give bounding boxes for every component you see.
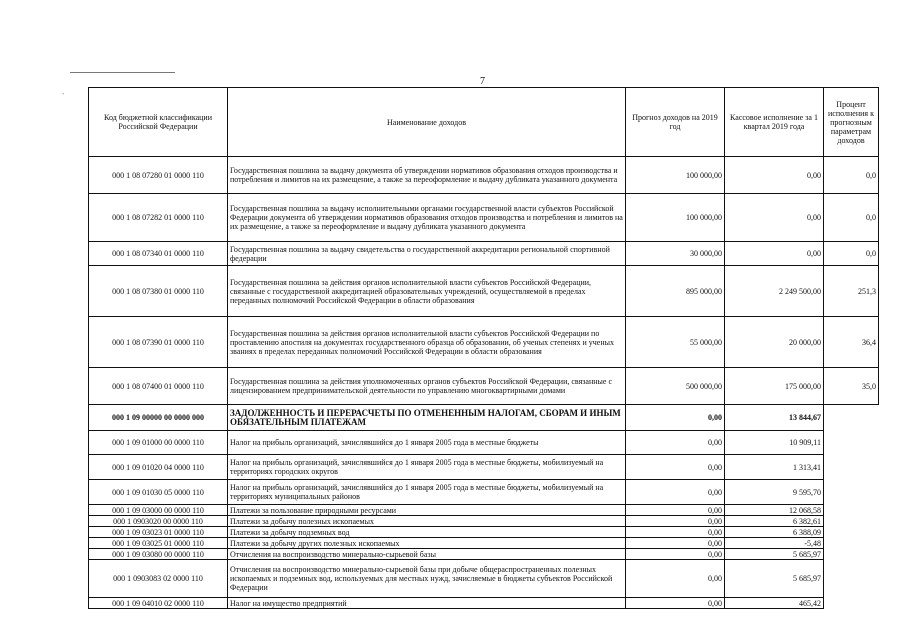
table-row [89,598,879,609]
cell-name: Платежи за пользование природными ресурсами [228,505,626,516]
cell-name: Отчисления на воспроизводство минерально-сырьевой базы при добыче общераспространенных полезных ископаемых и подземных вод, используемых для местных нужд, зачисляемые в бюджеты субъектов Российской Федерации [228,560,626,598]
cell-code: 000 1 09 04010 02 0000 110 [89,598,228,609]
cell-code: 000 1 09 01000 00 0000 110 [89,431,228,455]
cell-forecast: 30 000,00 [626,242,725,266]
cell-code: 000 1 08 07400 01 0000 110 [89,368,228,405]
table-row [89,157,879,194]
table-row [89,431,879,455]
table-row [89,368,879,405]
table-header-row [89,88,879,157]
cell-executed: 13 844,67 [725,405,824,431]
header-code: Код бюджетной классификации Российской Федерации [89,88,228,157]
cell-executed: 9 595,70 [725,480,824,505]
cell-executed: 5 685,97 [725,549,824,560]
cell-name: Государственная пошлина за действия органов исполнительной власти субъектов Российской Федерации, связанные с государственной аккредитацией образовательных учреждений, осуществляемой в пределах переданных полномочий Российской Федерации в области образования [228,266,626,317]
cell-executed: 175 000,00 [725,368,824,405]
header-percent: Процент исполнения к прогнозным параметрам доходов [824,88,879,157]
cell-forecast: 0,00 [626,516,725,527]
cell-code: 000 1 09 03080 00 0000 110 [89,549,228,560]
cell-executed: 5 685,97 [725,560,824,598]
cell-executed: 0,00 [725,157,824,194]
cell-percent: 251,3 [824,266,879,317]
cell-forecast: 895 000,00 [626,266,725,317]
cell-code: 000 1 09 01020 04 0000 110 [89,455,228,480]
cell-percent [824,560,879,598]
cell-forecast: 100 000,00 [626,194,725,242]
cell-code: 000 1 0903020 00 0000 110 [89,516,228,527]
cell-forecast: 0,00 [626,549,725,560]
cell-code: 000 1 08 07380 01 0000 110 [89,266,228,317]
cell-percent [824,505,879,516]
cell-code: 000 1 08 07282 01 0000 110 [89,194,228,242]
cell-name: ЗАДОЛЖЕННОСТЬ И ПЕРЕРАСЧЕТЫ ПО ОТМЕНЕННЫМ НАЛОГАМ, СБОРАМ И ИНЫМ ОБЯЗАТЕЛЬНЫМ ПЛАТЕЖАМ [228,405,626,431]
cell-name: Отчисления на воспроизводство минерально-сырьевой базы [228,549,626,560]
cell-forecast: 0,00 [626,405,725,431]
cell-executed: 6 382,61 [725,516,824,527]
cell-percent [824,516,879,527]
cell-forecast: 0,00 [626,598,725,609]
table-row [89,538,879,549]
corner-mark: ` [62,92,65,101]
cell-percent [824,405,879,431]
cell-code: 000 1 09 03000 00 0000 110 [89,505,228,516]
table-row [89,455,879,480]
cell-name: Платежи за добычу других полезных ископаемых [228,538,626,549]
cell-executed: -5,48 [725,538,824,549]
cell-forecast: 55 000,00 [626,317,725,368]
cell-forecast: 0,00 [626,538,725,549]
table-row [89,560,879,598]
cell-name: Налог на прибыль организаций, зачислявшийся до 1 января 2005 года в местные бюджеты, мобилизуемый на территориях муниципальных районов [228,480,626,505]
cell-percent [824,538,879,549]
cell-percent: 0,0 [824,157,879,194]
cell-percent: 0,0 [824,242,879,266]
cell-forecast: 500 000,00 [626,368,725,405]
cell-code: 000 1 09 03025 01 0000 110 [89,538,228,549]
cell-name: Государственная пошлина за выдачу свидетельства о государственной аккредитации региональной спортивной федерации [228,242,626,266]
table-row [89,317,879,368]
table-row [89,549,879,560]
cell-percent [824,549,879,560]
cell-name: Налог на прибыль организаций, зачислявшийся до 1 января 2005 года в местные бюджеты [228,431,626,455]
cell-executed: 6 388,09 [725,527,824,538]
cell-code: 000 1 08 07280 01 0000 110 [89,157,228,194]
cell-executed: 465,42 [725,598,824,609]
header-name: Наименование доходов [228,88,626,157]
cell-percent [824,480,879,505]
revenue-table [88,87,879,609]
cell-percent: 35,0 [824,368,879,405]
cell-executed: 2 249 500,00 [725,266,824,317]
table-row [89,516,879,527]
cell-forecast: 0,00 [626,480,725,505]
cell-executed: 1 313,41 [725,455,824,480]
cell-name: Налог на прибыль организаций, зачислявшийся до 1 января 2005 года в местные бюджеты, мобилизуемый на территориях городских округов [228,455,626,480]
header-rule [70,72,175,73]
cell-name: Государственная пошлина за действия органов исполнительной власти субъектов Российской Федерации по проставлению апостиля на документах государственного образца об образовании, об ученых степенях и ученых званиях в пределах переданных полномочий Российской Федерации в области образования [228,317,626,368]
cell-executed: 0,00 [725,242,824,266]
cell-name: Государственная пошлина за выдачу документа об утверждении нормативов образования отходов производства и потребления и лимитов на их размещение, а также за переоформление и выдачу дубликата указанного документа [228,157,626,194]
cell-executed: 10 909,11 [725,431,824,455]
cell-forecast: 0,00 [626,505,725,516]
table-row [89,527,879,538]
cell-forecast: 0,00 [626,455,725,480]
header-forecast: Прогноз доходов на 2019 год [626,88,725,157]
cell-name: Платежи за добычу подземных вод [228,527,626,538]
cell-name: Государственная пошлина за действия уполномоченных органов субъектов Российской Федерации, связанные с лицензированием предпринимательской деятельности по управлению многоквартирными домами [228,368,626,405]
table-row [89,505,879,516]
cell-forecast: 0,00 [626,527,725,538]
cell-percent: 0,0 [824,194,879,242]
cell-code: 000 1 0903083 02 0000 110 [89,560,228,598]
cell-percent [824,431,879,455]
cell-percent [824,527,879,538]
page-number: 7 [480,76,485,87]
cell-executed: 12 068,58 [725,505,824,516]
cell-code: 000 1 09 03023 01 0000 110 [89,527,228,538]
cell-code: 000 1 09 00000 00 0000 000 [89,405,228,431]
cell-code: 000 1 08 07390 01 0000 110 [89,317,228,368]
table-row [89,242,879,266]
cell-percent [824,455,879,480]
cell-percent: 36,4 [824,317,879,368]
table-row [89,266,879,317]
cell-executed: 20 000,00 [725,317,824,368]
cell-name: Платежи за добычу полезных ископаемых [228,516,626,527]
cell-percent [824,598,879,609]
cell-forecast: 100 000,00 [626,157,725,194]
cell-code: 000 1 08 07340 01 0000 110 [89,242,228,266]
table-row [89,480,879,505]
table-row [89,194,879,242]
cell-executed: 0,00 [725,194,824,242]
cell-forecast: 0,00 [626,431,725,455]
header-executed: Кассовое исполнение за 1 квартал 2019 года [725,88,824,157]
table-row-section [89,405,879,431]
cell-name: Государственная пошлина за выдачу исполнительными органами государственной власти субъектов Российской Федерации документа об утверждении нормативов образования отходов производства и потребления и лимитов на их размещение, а также за переоформление и выдачу дубликата указанного документа [228,194,626,242]
cell-forecast: 0,00 [626,560,725,598]
cell-name: Налог на имущество предприятий [228,598,626,609]
cell-code: 000 1 09 01030 05 0000 110 [89,480,228,505]
